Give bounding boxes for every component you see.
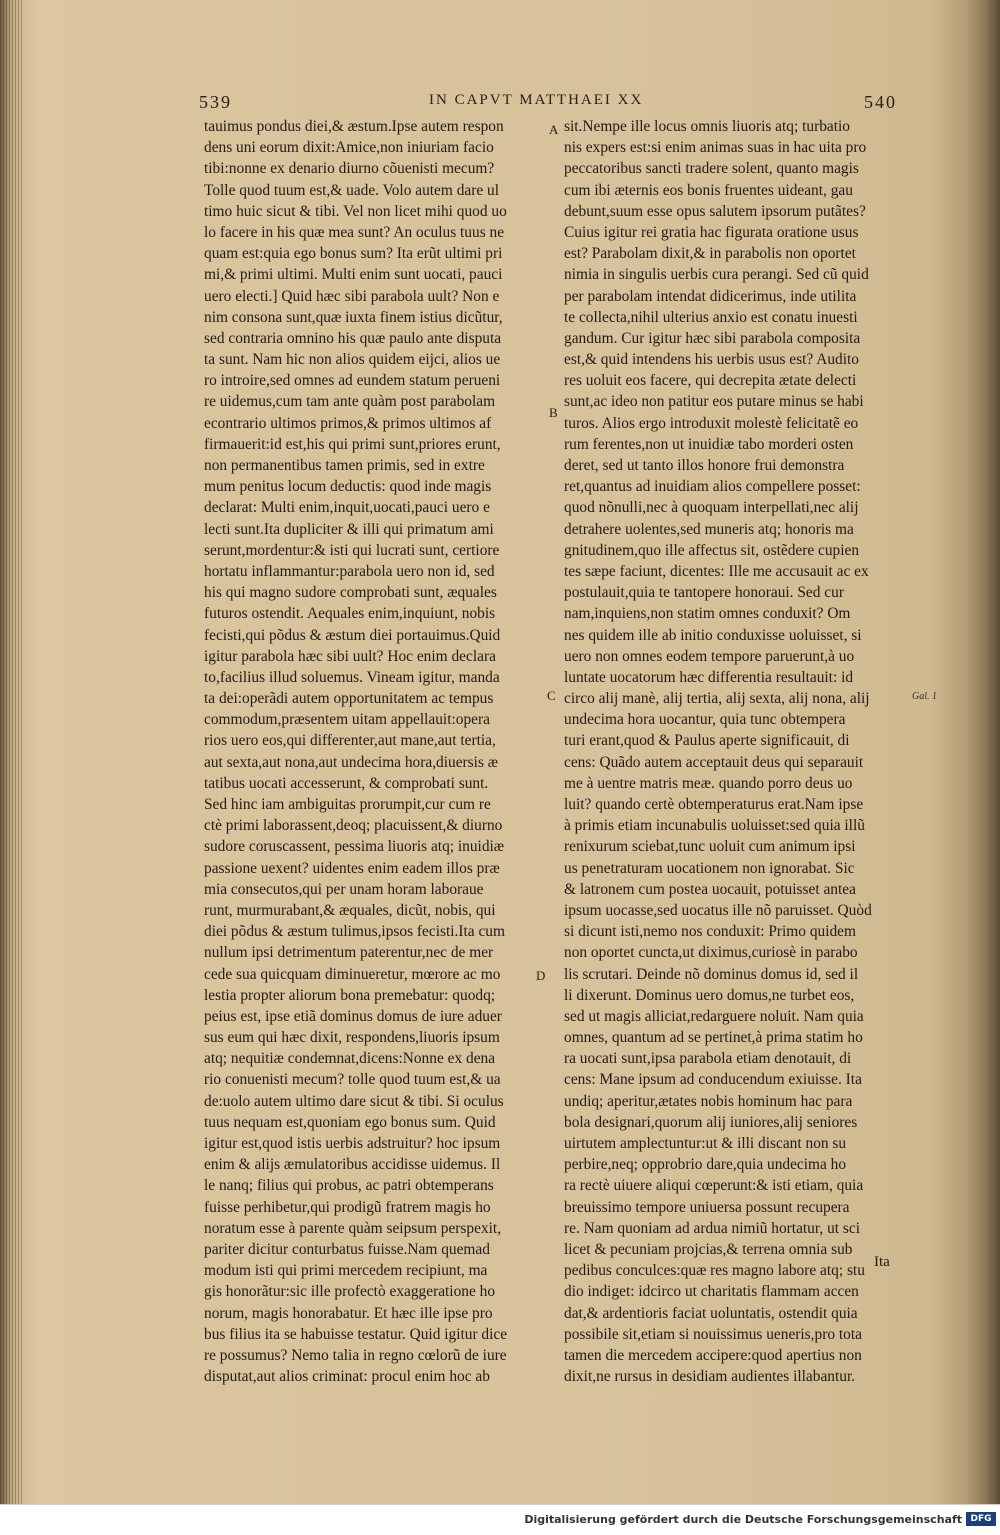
left-column-line: atq; nequitiæ condemnat,dicens:Nonne ex dena [204,1050,496,1068]
right-column-line: cum ibi æternis eos bonis fruentes uideant, gau [564,181,853,199]
left-column-line: non permanentibus tamen primis, sed in extre [204,457,485,474]
left-column-line: uero electi.] Quid hæc sibi parabola uult? Non e [204,287,500,305]
right-column-line: uirtutem amplectuntur:ut & illi discant non su [564,1135,847,1152]
left-column-line: re uidemus,cum tam ante quàm post parabolam [204,393,496,411]
right-column-line: gnitudinem,quo ille affectus sit, ostẽdere cupien [564,541,860,559]
right-column-line: Cuius igitur rei gratia hac figurata oratione usus [564,223,859,241]
right-column-line: postulauit,quia te tantopere honoraui. Sed cur [564,584,844,602]
right-column-line: ipsum uocasse,sed uocatus ille nõ paruisset. Quòd [564,901,872,919]
right-column-line: debunt,suum esse opus salutem ipsorum putãtes? [564,202,866,220]
right-column-line: tamen die mercedem accipere:quod apertius non [564,1346,862,1364]
right-column-line: luntate uocatorum hæc differentia resultauit: id [564,668,854,686]
left-column-line: ta sunt. Nam hic non alios quidem eijci, alios ue [204,351,501,369]
right-column-line: dixit,ne rursus in desidiam audientes illabantur. [564,1368,856,1386]
left-text-column [204,116,554,1387]
left-column-line: nullum ipsi detrimentum paterentur,nec de mer [204,944,494,962]
catchword: Ita [874,1254,890,1270]
right-column-line: omnes, quantum ad se pertinet,à prima statim ho [564,1029,863,1047]
right-column-line: nam,inquiens,non statim omnes conduxit? Om [564,605,851,623]
left-column-line: lo facere in his quæ mea sunt? An oculus tuus ne [204,223,505,241]
right-column-line: per parabolam intendat didicerimus, inde utilita [564,287,857,305]
left-column-line: fecisti,qui põdus & æstum diei portauimus.Quid [204,626,501,644]
left-column-line: ta dei:operãdi autem opportunitatem ac tempus [204,690,494,708]
right-column-line: nes quidem ille ab initio conduxisse uoluisset, si [564,626,862,644]
right-column-line: peccatoribus sancti tradere solent, quanto magis [564,160,859,178]
running-title: IN CAPVT MATTHAEI XX [429,92,644,108]
left-column-line: firmauerit:id est,his qui primi sunt,priores erunt, [204,435,501,453]
right-column-line: non oportet cuncta,ut diximus,curiosè in parabo [564,944,858,962]
right-column-line: re. Nam quoniam ad ardua nimiũ hortatur, ut sci [564,1219,860,1237]
right-column-line: & latronem cum postea uocauit, potuisset antea [564,880,856,898]
right-column-line: à primis etiam incunabulis uoluisset:sed quia illũ [564,817,865,835]
right-column-line: cens: Quãdo autem acceptauit deus qui separauit [564,753,864,771]
right-column-line: possibile sit,etiam si nouissimus ueneris,pro tota [564,1325,862,1343]
right-column-line: licet & pecuniam projcias,& terrena omnia sub [564,1240,853,1258]
left-column-line: le nanq; filius qui probus, ac patri obtemperans [204,1177,494,1195]
left-column-line: futuros ostendit. Aequales enim,inquiunt, nobis [204,605,496,623]
right-column-line: est,& quid intendens his uerbis usus est? Audito [564,351,859,369]
left-column-line: econtrario ultimos primos,& primos ultimos af [204,414,492,432]
right-column-line: ra uocati sunt,ipsa parabola etiam denotauit, di [564,1050,852,1068]
left-column-line: igitur parabola hæc sibi uult? Hoc enim declara [204,647,496,665]
left-column-line: ro introire,sed omnes ad eundem statum perueni [204,372,501,390]
left-column-line: Tolle quod tuum est,& uade. Volo autem dare ul [204,181,499,199]
right-column-line: rum ferentes,non ut inuidiæ tabo morderi osten [564,435,854,453]
footer-bar [0,1504,1000,1535]
left-column-line: rios uero eos,qui differenter,aut mane,aut tertia, [204,732,496,750]
right-column-line: ret,quantus ad inuidiam alios compellere posset: [564,478,861,496]
left-column-line: sus eum qui hæc dixit, respondens,liuoris ipsum [204,1029,500,1047]
right-column-line: si dicunt isti,nemo nos conduxit: Primo quidem [564,923,856,941]
page-header [84,92,924,116]
right-column-line: turos. Alios ergo introduxit molestè felicitatẽ eo [564,414,859,432]
left-column-line: diei põdus & æstum tulimus,ipsos fecisti.Ita cum [204,923,505,941]
left-page-number: 539 [199,92,232,112]
left-column-line: peius est, ipse etiã dominus domus de iure aduer [204,1007,502,1025]
left-column-line: dens uni eorum dixit:Amice,non iniuriam facio [204,139,494,157]
book-page [84,0,964,1504]
left-column-line: aut sexta,aut nona,aut undecima hora,diuersis æ [204,753,499,771]
right-column-line: lis scrutari. Deinde nõ dominus domus id, sed il [564,965,859,983]
book-spine-edge [0,0,24,1504]
left-column-line: bus filius ita se habuisse testatur. Quid igitur dice [204,1325,508,1343]
left-column-line: nim consona sunt,quæ iuxta finem istius dicũtur, [204,308,503,326]
right-text-column [564,116,914,1387]
section-marker-b: B [549,405,558,420]
left-column-line: mum penitus locum deductis: quod inde magis [204,478,492,496]
left-column-line: cede sua quicquam diminueretur, mœrore ac mo [204,965,501,983]
right-column-line: ra rectè uiuere aliqui cœperunt:& isti etiam, quia [564,1177,864,1195]
left-column-line: rio conuenisti mecum? tolle quod tuum est,& ua [204,1071,501,1089]
left-column-line: modum isti qui primi mercedem recipiunt, ma [204,1262,488,1280]
left-column-line: passione uexent? uidentes enim eadem illos præ [204,859,500,877]
right-column-line: dio indiget: idcirco ut charitatis flammam accen [564,1283,859,1301]
right-column-line: pedibus conculces:quæ res magno labore atq; stu [564,1262,865,1280]
left-column-line: runt, murmurabant,& æquales, dicũt, nobis, qui [204,901,496,919]
left-column-line: norum, magis honorabatur. Et hæc ille ipse pro [204,1304,493,1322]
right-column-line: us penetraturam uocationem non ignorabat. Sic [564,859,855,877]
section-marker-a: A [549,122,559,137]
left-column-line: gis honorãtur:sic ille profectò exaggeratione ho [204,1283,496,1301]
left-column-line: to,facilius illud soluemus. Vineam igitur, manda [204,668,500,686]
right-column-line: breuissimo tempore uniuersa possunt recupera [564,1198,850,1216]
left-column-line: mia consecutos,qui per unam horam laboraue [204,880,484,898]
margin-note: Gal. 1 [912,691,937,702]
right-column-line: perbire,neq; opprobrio dare,quia undecima ho [564,1156,847,1174]
left-column-line: pariter dicitur conturbatus fuisse.Nam quemad [204,1240,490,1258]
left-column-line: igitur est,quod istis uerbis adstruitur? hoc ipsum [204,1135,501,1152]
right-column-line: cens: Mane ipsum ad conducendum exiuisse. Ita [564,1071,862,1089]
left-column-line: disputat,aut alios criminat: procul enim hoc ab [204,1368,490,1386]
left-column-line: lecti sunt.Ita dupliciter & illi qui primatum ami [204,520,494,538]
left-column-line: tibi:nonne ex denario diurno cõuenisti mecum? [204,160,495,178]
right-column-line: nis expers est:si enim animas suas in hac uita pro [564,139,867,157]
right-column-line: deret, sed ut tanto illos honore frui demonstra [564,457,845,474]
left-column-line: his qui magno sudore comprobati sunt, æquales [204,584,497,602]
left-column-line: mi,& primi ultimi. Multi enim sunt uocati, pauci [204,266,503,284]
left-column-line: declarat: Multi enim,inquit,uocati,pauci uero e [204,499,490,517]
right-column-line: te collecta,nihil ulterius anxio est conatu inuesti [564,308,858,326]
right-column-line: sunt,ac ideo non patitur eos putare minus se habi [564,393,864,411]
left-column-line: tatibus uocati accesserunt, & comprobati sunt. [204,774,489,792]
left-column-line: quam est:quia ego bonus sum? Ita erũt ultimi pri [204,245,503,263]
dfg-logo-icon: DFG [966,1512,996,1526]
right-column-line: detrahere uolentes,sed muneris atq; honoris ma [564,520,854,538]
left-column-line: commodum,præsentem uitam appellauit:opera [204,711,490,729]
left-column-line: sudore coruscassent, pessima liuoris atq; inuidiæ [204,838,505,856]
left-column-line: tauimus pondus diei,& æstum.Ipse autem respon [204,118,504,135]
right-column-line: undecima hora uocantur, quia tunc obtempera [564,711,846,729]
right-column-line: turi erant,quod & Paulus aperte significauit, di [564,732,850,750]
right-column-line: luit? quando certè obtemperaturus erat.Nam ipse [564,796,864,813]
right-column-line: bola designari,quorum alij iuniores,alij seniores [564,1113,858,1131]
left-column-line: de:uolo autem ultimo dare sicut & tibi. Si oculus [204,1092,504,1110]
left-column-line: fuisse perhibetur,qui prodigũ fratrem magis ho [204,1198,491,1216]
right-column-line: me à uentre matris meæ. quando porro deus uo [564,774,853,792]
right-column-line: est? Parabolam dixit,& in parabolis non oportet [564,245,856,263]
section-marker-c: C [547,688,556,703]
left-column-line: Sed hinc iam ambiguitas prorumpit,cur cum re [204,796,491,813]
right-column-line: undiq; aperitur,ætates nobis hominum hac para [564,1092,853,1110]
right-column-line: uero non omnes eodem tempore paruerunt,à uo [564,647,855,665]
left-column-line: noratum esse à parente quàm seipsum perspexit, [204,1219,502,1237]
right-column-line: nimia in singulis uerbis cura perangi. Sed cũ quid [564,266,869,284]
right-column-line: li dixerunt. Dominus uero domus,ne turbet eos, [564,986,855,1004]
right-column-line: gandum. Cur igitur hæc sibi parabola composita [564,329,861,347]
left-column-line: serunt,mordentur:& isti qui lucrati sunt, certiore [204,541,500,559]
right-column-line: renixurum sciebat,tunc uoluit cum animum ipsi [564,838,856,856]
right-page-number: 540 [864,92,897,112]
left-column-line: tuus nequam est,quoniam ego bonus sum. Quid [204,1113,496,1131]
left-column-line: lestia propter aliorum bona premebatur: quodq; [204,986,496,1004]
left-column-line: ctè primi laborassent,deoq; placuissent,& diurno [204,817,503,835]
right-column-line: circo alij manè, alij tertia, alij sexta, alij nona, alij [564,690,870,708]
left-column-line: timo huic sicut & tibi. Vel non licet mihi quod uo [204,202,507,220]
right-column-line: sit.Nempe ille locus omnis liuoris atq; turbatio [564,118,850,135]
right-column-line: quod nõnulli,nec à quoquam interpellati,nec alij [564,499,859,517]
left-column-line: sed contraria omnino his quæ paulo ante disputa [204,329,502,347]
right-column-line: sed ut magis alliciat,redarguere noluit. Nam quia [564,1007,864,1025]
right-column-line: res uoluit eos facere, qui decrepita ætate delecti [564,372,857,390]
right-column-line: tes sæpe faciunt, dicentes: Ille me accusauit ac ex [564,562,869,580]
left-column-line: hortatu inflammantur:parabola uero non id, sed [204,562,495,580]
left-column-line: re possumus? Nemo talia in regno cœlorũ de iure [204,1346,507,1364]
funding-credit: Digitalisierung gefördert durch die Deutsche Forschungsgemeinschaft [524,1513,962,1526]
right-column-line: dat,& ardentioris faciat uoluntatis, ostendit quia [564,1304,858,1322]
section-marker-d: D [536,968,546,983]
left-column-line: enim & alijs æmulatoribus accidisse uidemus. Il [204,1156,501,1174]
